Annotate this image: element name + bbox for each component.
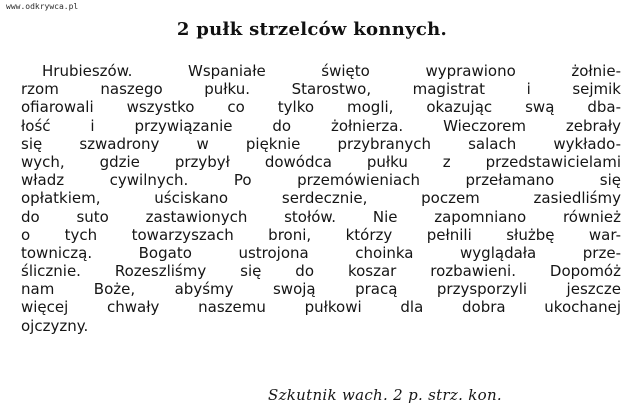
article-line-1: Hrubieszów. Wspaniałe święto wyprawiono żołnie-: [42, 62, 621, 80]
article-signature: Szkutnik wach. 2 p. strz. kon.: [268, 386, 502, 404]
article-body: [21, 62, 621, 335]
source-watermark: www.odkrywca.pl: [6, 2, 79, 11]
article-line-11: towniczą. Bogato ustrojona choinka wyglądała prze-: [21, 243, 621, 262]
article-line-10: o tych towarzyszach broni, którzy pełnili służbę war-: [21, 225, 621, 244]
article-line-8: opłatkiem, uściskano serdecznie, poczem zasiedliśmy: [21, 189, 621, 208]
article-line-7: władz cywilnych. Po przemówieniach przełamano się: [21, 171, 621, 190]
article-line-6: wych, gdzie przybył dowódca pułku z przedstawicielami: [21, 152, 621, 171]
article-line-3: ofiarowali wszystko co tylko mogli, okazując swą dba-: [21, 98, 621, 117]
article-line-13: nam Boże, abyśmy swoją pracą przysporzyli jeszcze: [21, 280, 621, 299]
article-line-15: ojczyzny.: [21, 316, 89, 335]
article-line-12: ślicznie. Rozeszliśmy się do koszar rozbawieni. Dopomóż: [21, 262, 621, 281]
article-line-14: więcej chwały naszemu pułkowi dla dobra ukochanej: [21, 298, 621, 317]
article-title: 2 pułk strzelców konnych.: [176, 19, 448, 40]
article-line-2: rzom naszego pułku. Starostwo, magistrat i sejmik: [21, 80, 621, 99]
article-line-5: się szwadrony w pięknie przybranych salach wykłado-: [21, 134, 621, 153]
article-line-4: łość i przywiązanie do żołnierza. Wieczorem zebrały: [21, 116, 621, 135]
article-line-9: do suto zastawionych stołów. Nie zapomniano również: [21, 207, 621, 226]
